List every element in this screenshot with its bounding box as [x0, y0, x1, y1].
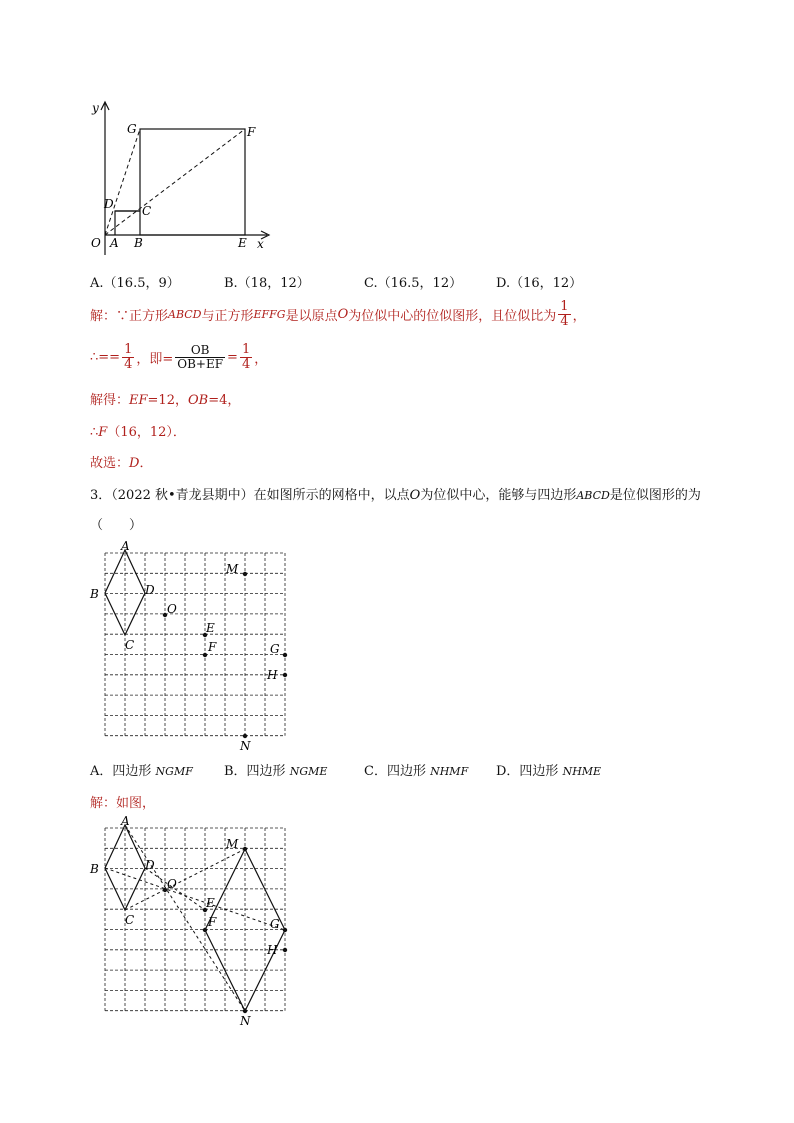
ratio-fraction: $\frac{1}{4}$	[560, 299, 569, 329]
q2-option-d[interactable]: D.（16，12）	[496, 276, 583, 291]
fig1-label-A: A	[110, 236, 119, 250]
grid2-label-O: O	[167, 877, 177, 891]
grid1-label-N: N	[240, 739, 251, 753]
q3-option-c[interactable]: C．四边形 NHMF	[364, 764, 469, 779]
fig1-label-B: B	[134, 236, 143, 250]
q3-option-d[interactable]: D．四边形 NHME	[496, 764, 602, 779]
grid1-label-A: A	[121, 539, 130, 553]
grid1-label-B: B	[90, 587, 99, 601]
q3-solution-grid-figure	[85, 813, 300, 1028]
q3-solution: 解：如图，	[90, 796, 156, 811]
fig1-label-y: y	[92, 101, 99, 115]
fig1-label-x: x	[257, 237, 264, 251]
fig1-label-F: F	[247, 125, 256, 139]
q2-solution-line3: 解得：EF=12，OB=4，	[90, 393, 241, 408]
grid2-label-E: E	[206, 896, 215, 910]
grid1-label-F: F	[208, 640, 217, 654]
grid2-label-A: A	[121, 814, 130, 828]
grid2-label-M: M	[226, 837, 239, 851]
grid1-label-H: H	[267, 668, 278, 682]
grid1-label-O: O	[167, 602, 177, 616]
q2-solution-line5: 故选：D．	[90, 456, 153, 471]
grid1-label-D: D	[145, 583, 155, 597]
fig1-label-O: O	[91, 236, 101, 250]
q2-solution-line4: ∴F（16，12）．	[90, 425, 186, 440]
square-coordinate-figure	[85, 95, 285, 260]
grid2-label-B: B	[90, 862, 99, 876]
grid1-label-M: M	[226, 562, 239, 576]
q3-answer-blank: （ ）	[90, 518, 143, 533]
q2-option-a[interactable]: A.（16.5，9）	[90, 276, 180, 291]
q3-grid-figure	[85, 538, 300, 753]
grid2-label-G: G	[270, 917, 280, 931]
grid1-label-G: G	[270, 642, 280, 656]
q2-solution-line2: ∴== $\frac{1}{4}$ ，即= $\frac{OB}{OB+EF}$ = $\frac{1}{4}$ ，	[90, 342, 268, 372]
grid2-label-D: D	[145, 858, 155, 872]
grid2-label-N: N	[240, 1014, 251, 1028]
grid1-label-C: C	[125, 638, 135, 652]
grid2-label-C: C	[125, 913, 135, 927]
grid1-label-E: E	[206, 621, 215, 635]
q2-option-b[interactable]: B.（18，12）	[224, 276, 310, 291]
q2-solution-line1: 解：∵正方形 ABCD 与正方形 EFFG 是以原点 O 为位似中心的位似图形，且位似比为 $\frac{1}{4}$ ，	[90, 299, 586, 329]
grid2-label-F: F	[208, 915, 217, 929]
q2-option-c[interactable]: C.（16.5，12）	[364, 276, 463, 291]
fig1-label-D: D	[104, 197, 114, 211]
q3-option-b[interactable]: B．四边形 NGME	[224, 764, 328, 779]
fig1-label-E: E	[238, 236, 247, 250]
grid2-label-H: H	[267, 943, 278, 957]
q3-option-a[interactable]: A．四边形 NGMF	[90, 764, 193, 779]
fig1-label-C: C	[142, 204, 152, 218]
q3-stem: 3．（2022 秋•青龙县期中）在如图所示的网格中，以点O为位似中心，能够与四边形ABCD是位似图形的为	[90, 488, 701, 503]
fig1-label-G: G	[127, 122, 137, 136]
